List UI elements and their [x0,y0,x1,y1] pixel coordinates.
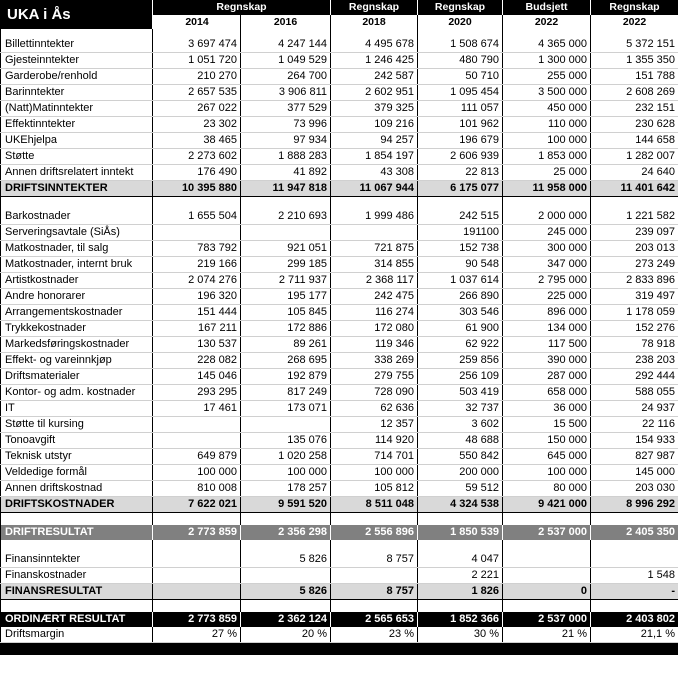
value-cell: 23 302 [153,117,241,133]
value-cell: 196 320 [153,289,241,305]
row-label: Gjesteinntekter [1,53,153,69]
value-cell: 219 166 [153,257,241,273]
value-cell: 119 346 [331,337,418,353]
finance-row [1,568,678,584]
value-cell: 2 210 693 [241,209,331,225]
value-cell: 100 000 [153,465,241,481]
value-cell: 11 401 642 [591,181,678,197]
value-cell: 2 795 000 [503,273,591,289]
row-label: Andre honorarer [1,289,153,305]
value-cell: 2 537 000 [503,612,591,627]
value-cell: 38 465 [153,133,241,149]
value-cell: 1 508 674 [418,37,503,53]
value-cell: 144 658 [591,133,678,149]
value-cell: 41 892 [241,165,331,181]
value-cell [331,568,418,584]
spacer-row [1,540,678,552]
value-cell [503,552,591,568]
income-row [1,53,678,69]
value-cell: 649 879 [153,449,241,465]
income-row [1,85,678,101]
value-cell: 134 000 [503,321,591,337]
value-cell: 59 512 [418,481,503,497]
value-cell: 1 282 007 [591,149,678,165]
row-label: Artistkostnader [1,273,153,289]
row-label: Matkostnader, til salg [1,241,153,257]
value-cell: 27 % [153,627,241,643]
value-cell: 105 812 [331,481,418,497]
year-header: 2022 [591,15,678,29]
value-cell: 5 372 151 [591,37,678,53]
value-cell: 135 076 [241,433,331,449]
row-label: Veldedige formål [1,465,153,481]
spacer-row [1,29,678,37]
value-cell: 319 497 [591,289,678,305]
value-cell [153,568,241,584]
value-cell: 2 221 [418,568,503,584]
value-cell: 550 842 [418,449,503,465]
row-label: Matkostnader, internt bruk [1,257,153,273]
row-label: DRIFTRESULTAT [1,525,153,540]
value-cell: 225 000 [503,289,591,305]
value-cell: 287 000 [503,369,591,385]
value-cell: 1 020 258 [241,449,331,465]
value-cell: 21 % [503,627,591,643]
value-cell: 5 826 [241,552,331,568]
value-cell [241,225,331,241]
ordinary-result-row [1,612,678,627]
value-cell: 203 013 [591,241,678,257]
value-cell: 4 047 [418,552,503,568]
value-cell [153,433,241,449]
value-cell: 8 757 [331,552,418,568]
value-cell: 480 790 [418,53,503,69]
row-label: DRIFTSINNTEKTER [1,181,153,197]
value-cell: 151 444 [153,305,241,321]
value-cell: 242 475 [331,289,418,305]
value-cell: 176 490 [153,165,241,181]
value-cell: 0 [503,584,591,600]
value-cell [331,225,418,241]
year-header: 2018 [331,15,418,29]
margin-row [1,627,678,643]
value-cell: 89 261 [241,337,331,353]
row-label: Støtte til kursing [1,417,153,433]
value-cell: 8 757 [331,584,418,600]
value-cell: 377 529 [241,101,331,117]
value-cell: 256 109 [418,369,503,385]
value-cell: 172 886 [241,321,331,337]
value-cell: 245 000 [503,225,591,241]
value-cell: 232 151 [591,101,678,117]
header-group: Budsjett [503,0,591,15]
value-cell: 203 030 [591,481,678,497]
cost-row [1,369,678,385]
value-cell: 1 246 425 [331,53,418,69]
year-header: 2020 [418,15,503,29]
year-header: 2014 [153,15,241,29]
value-cell [153,417,241,433]
row-label: Effektinntekter [1,117,153,133]
value-cell: 152 276 [591,321,678,337]
cost-row [1,401,678,417]
income-row [1,149,678,165]
header-group: Regnskap [153,0,331,15]
row-label: FINANSRESULTAT [1,584,153,600]
value-cell: 6 175 077 [418,181,503,197]
value-cell: 195 177 [241,289,331,305]
value-cell: 2 602 951 [331,85,418,101]
value-cell: 15 500 [503,417,591,433]
value-cell: 11 947 818 [241,181,331,197]
value-cell: 20 % [241,627,331,643]
value-cell: 3 697 474 [153,37,241,53]
value-cell: 192 879 [241,369,331,385]
cost-row [1,257,678,273]
value-cell: 1 826 [418,584,503,600]
finance-total-row [1,584,678,600]
value-cell: 73 996 [241,117,331,133]
income-row [1,101,678,117]
value-cell: 238 203 [591,353,678,369]
value-cell: 9 591 520 [241,497,331,513]
value-cell: 100 000 [503,133,591,149]
value-cell: 303 546 [418,305,503,321]
value-cell: 2 368 117 [331,273,418,289]
value-cell: 48 688 [418,433,503,449]
year-header: 2016 [241,15,331,29]
value-cell: 242 515 [418,209,503,225]
value-cell: 61 900 [418,321,503,337]
row-label: Serveringsavtale (SiÅs) [1,225,153,241]
value-cell: 11 958 000 [503,181,591,197]
value-cell: 116 274 [331,305,418,321]
value-cell [241,568,331,584]
cost-row [1,337,678,353]
row-label: Tonoavgift [1,433,153,449]
value-cell: 78 918 [591,337,678,353]
value-cell: 1 051 720 [153,53,241,69]
value-cell: 24 640 [591,165,678,181]
value-cell: 273 249 [591,257,678,273]
row-label: Finanskostnader [1,568,153,584]
value-cell: 154 933 [591,433,678,449]
value-cell [153,225,241,241]
income-row [1,117,678,133]
value-cell: 390 000 [503,353,591,369]
value-cell: 338 269 [331,353,418,369]
value-cell: 4 324 538 [418,497,503,513]
value-cell: 921 051 [241,241,331,257]
income-row [1,37,678,53]
cost-row [1,241,678,257]
value-cell: 25 000 [503,165,591,181]
value-cell: 279 755 [331,369,418,385]
row-label: UKEhjelpa [1,133,153,149]
value-cell: 2 773 859 [153,525,241,540]
value-cell: 714 701 [331,449,418,465]
value-cell: 658 000 [503,385,591,401]
row-label: Effekt- og vareinnkjøp [1,353,153,369]
value-cell: 2 833 896 [591,273,678,289]
value-cell: 43 308 [331,165,418,181]
value-cell: 1 854 197 [331,149,418,165]
value-cell: 114 920 [331,433,418,449]
value-cell: 23 % [331,627,418,643]
header-row-groups [1,0,678,15]
value-cell: 2 362 124 [241,612,331,627]
value-cell: 151 788 [591,69,678,85]
value-cell: 2 711 937 [241,273,331,289]
cost-row [1,321,678,337]
value-cell: 152 738 [418,241,503,257]
value-cell: 8 511 048 [331,497,418,513]
row-label: Markedsføringskostnader [1,337,153,353]
cost-row [1,273,678,289]
spacer-row [1,197,678,210]
row-label: Barkostnader [1,209,153,225]
row-label: Trykkekostnader [1,321,153,337]
row-label: Driftsmaterialer [1,369,153,385]
value-cell: 178 257 [241,481,331,497]
value-cell: 1 300 000 [503,53,591,69]
row-label: Driftsmargin [1,627,153,643]
spacer-row [1,600,678,613]
value-cell: 101 962 [418,117,503,133]
value-cell: 172 080 [331,321,418,337]
value-cell: 259 856 [418,353,503,369]
value-cell: 8 996 292 [591,497,678,513]
value-cell: 1 852 366 [418,612,503,627]
value-cell: 268 695 [241,353,331,369]
value-cell: 173 071 [241,401,331,417]
row-label: Arrangementskostnader [1,305,153,321]
value-cell: 100 000 [331,465,418,481]
cost-row [1,305,678,321]
value-cell: 11 067 944 [331,181,418,197]
value-cell: 588 055 [591,385,678,401]
value-cell: 1 655 504 [153,209,241,225]
value-cell: 145 000 [591,465,678,481]
value-cell: 783 792 [153,241,241,257]
value-cell: 1 355 350 [591,53,678,69]
value-cell: 228 082 [153,353,241,369]
value-cell: 379 325 [331,101,418,117]
value-cell: 62 922 [418,337,503,353]
value-cell: 242 587 [331,69,418,85]
value-cell: 1 095 454 [418,85,503,101]
row-label: DRIFTSKOSTNADER [1,497,153,513]
value-cell: 80 000 [503,481,591,497]
value-cell: - [591,584,678,600]
value-cell: 239 097 [591,225,678,241]
value-cell: 1 853 000 [503,149,591,165]
value-cell: 110 000 [503,117,591,133]
income-row [1,133,678,149]
income-total-row [1,181,678,197]
row-label: Finansinntekter [1,552,153,568]
value-cell: 1 049 529 [241,53,331,69]
value-cell: 3 906 811 [241,85,331,101]
value-cell: 32 737 [418,401,503,417]
value-cell: 2 405 350 [591,525,678,540]
value-cell [591,552,678,568]
value-cell: 1 888 283 [241,149,331,165]
value-cell: 97 934 [241,133,331,149]
value-cell: 4 365 000 [503,37,591,53]
cost-row [1,433,678,449]
value-cell: 2 608 269 [591,85,678,101]
value-cell: 2 403 802 [591,612,678,627]
value-cell: 1 037 614 [418,273,503,289]
cost-row [1,465,678,481]
spacer-row [1,643,678,656]
year-header: 2022 [503,15,591,29]
value-cell: 196 679 [418,133,503,149]
cost-row [1,449,678,465]
value-cell: 167 211 [153,321,241,337]
value-cell: 896 000 [503,305,591,321]
value-cell: 2 565 653 [331,612,418,627]
value-cell: 810 008 [153,481,241,497]
value-cell: 5 826 [241,584,331,600]
cost-row [1,385,678,401]
row-label: (Natt)Matinntekter [1,101,153,117]
value-cell: 21,1 % [591,627,678,643]
value-cell [153,584,241,600]
value-cell [503,568,591,584]
value-cell: 10 395 880 [153,181,241,197]
operating-result-row [1,525,678,540]
cost-row [1,481,678,497]
row-label: Kontor- og adm. kostnader [1,385,153,401]
value-cell: 94 257 [331,133,418,149]
value-cell: 347 000 [503,257,591,273]
value-cell: 2 537 000 [503,525,591,540]
value-cell: 100 000 [503,465,591,481]
value-cell: 2 556 896 [331,525,418,540]
value-cell: 1 178 059 [591,305,678,321]
spacer-row [1,513,678,526]
value-cell: 90 548 [418,257,503,273]
income-row [1,69,678,85]
value-cell: 2 273 602 [153,149,241,165]
finance-row [1,552,678,568]
value-cell: 1 221 582 [591,209,678,225]
sheet-title: UKA i Ås [1,0,153,29]
value-cell: 3 602 [418,417,503,433]
income-row [1,165,678,181]
value-cell: 266 890 [418,289,503,305]
value-cell: 1 850 539 [418,525,503,540]
row-label: Annen driftskostnad [1,481,153,497]
value-cell: 314 855 [331,257,418,273]
value-cell: 17 461 [153,401,241,417]
row-label: IT [1,401,153,417]
value-cell: 12 357 [331,417,418,433]
value-cell: 300 000 [503,241,591,257]
value-cell: 450 000 [503,101,591,117]
value-cell [241,417,331,433]
cost-total-row [1,497,678,513]
value-cell: 728 090 [331,385,418,401]
value-cell: 292 444 [591,369,678,385]
value-cell: 111 057 [418,101,503,117]
value-cell: 2 773 859 [153,612,241,627]
value-cell: 145 046 [153,369,241,385]
value-cell: 7 622 021 [153,497,241,513]
value-cell: 3 500 000 [503,85,591,101]
value-cell [153,552,241,568]
value-cell: 645 000 [503,449,591,465]
value-cell: 264 700 [241,69,331,85]
value-cell: 293 295 [153,385,241,401]
cost-row [1,353,678,369]
value-cell: 150 000 [503,433,591,449]
value-cell: 210 270 [153,69,241,85]
cost-row [1,225,678,241]
value-cell: 50 710 [418,69,503,85]
value-cell: 1 548 [591,568,678,584]
value-cell: 267 022 [153,101,241,117]
cost-row [1,209,678,225]
value-cell: 503 419 [418,385,503,401]
value-cell: 62 636 [331,401,418,417]
value-cell: 2 000 000 [503,209,591,225]
value-cell: 827 987 [591,449,678,465]
row-label: Støtte [1,149,153,165]
row-label: Garderobe/renhold [1,69,153,85]
header-group: Regnskap [331,0,418,15]
value-cell: 36 000 [503,401,591,417]
value-cell: 2 074 276 [153,273,241,289]
value-cell: 817 249 [241,385,331,401]
value-cell: 2 657 535 [153,85,241,101]
row-label: Billettinntekter [1,37,153,53]
value-cell: 299 185 [241,257,331,273]
row-label: Barinntekter [1,85,153,101]
value-cell: 9 421 000 [503,497,591,513]
value-cell: 117 500 [503,337,591,353]
row-label: ORDINÆRT RESULTAT [1,612,153,627]
cost-row [1,417,678,433]
header-group: Regnskap [418,0,503,15]
value-cell: 100 000 [241,465,331,481]
value-cell: 30 % [418,627,503,643]
value-cell: 255 000 [503,69,591,85]
header-group: Regnskap [591,0,678,15]
value-cell: 2 356 298 [241,525,331,540]
value-cell: 24 937 [591,401,678,417]
value-cell: 4 495 678 [331,37,418,53]
value-cell: 1 999 486 [331,209,418,225]
value-cell: 22 813 [418,165,503,181]
value-cell: 105 845 [241,305,331,321]
row-label: Teknisk utstyr [1,449,153,465]
value-cell: 2 606 939 [418,149,503,165]
value-cell: 721 875 [331,241,418,257]
value-cell: 4 247 144 [241,37,331,53]
value-cell: 200 000 [418,465,503,481]
value-cell: 191100 [418,225,503,241]
row-label: Annen driftsrelatert inntekt [1,165,153,181]
value-cell: 130 537 [153,337,241,353]
value-cell: 109 216 [331,117,418,133]
value-cell: 230 628 [591,117,678,133]
value-cell: 22 116 [591,417,678,433]
cost-row [1,289,678,305]
